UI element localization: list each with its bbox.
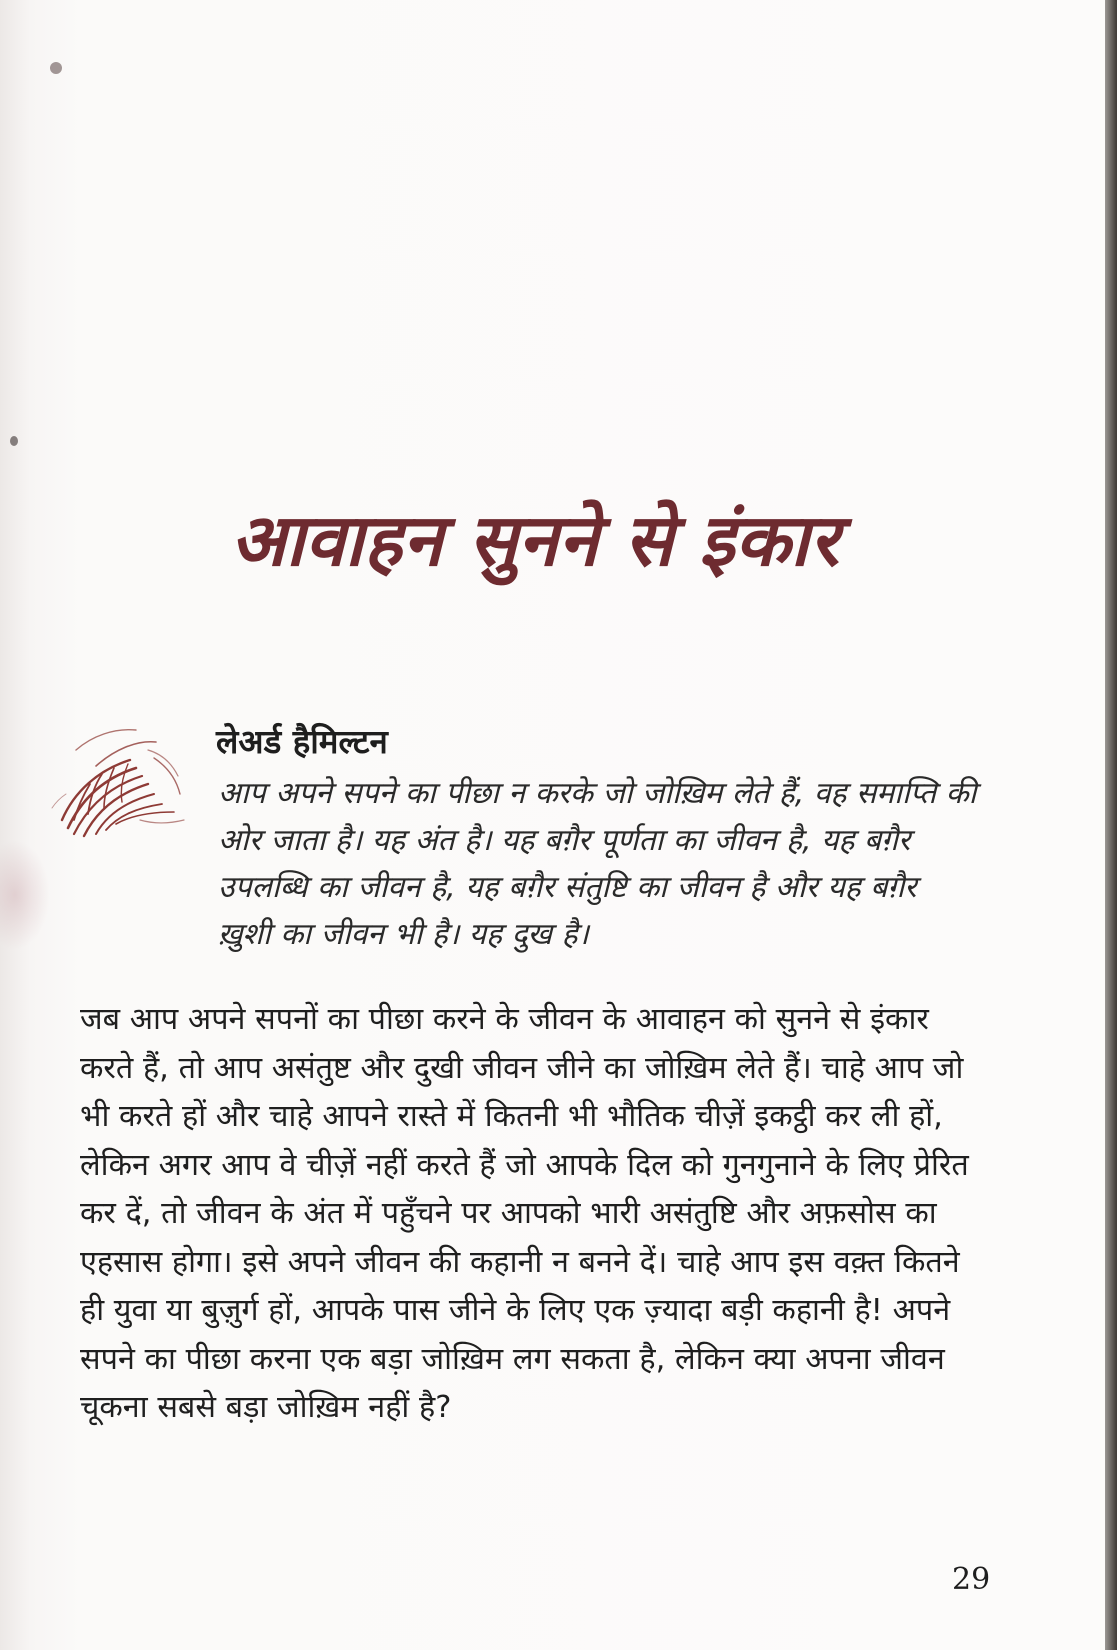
paper-stain — [0, 840, 50, 950]
page-number: 29 — [952, 1562, 991, 1597]
quote-author: लेअर्ड हैमिल्टन — [216, 722, 388, 761]
paper-stain — [50, 62, 62, 74]
paper-stain — [10, 436, 18, 446]
chapter-title: आवाहन सुनने से इंकार — [230, 498, 840, 582]
book-binding-edge — [1105, 0, 1117, 1650]
author-portrait-sketch — [44, 724, 194, 846]
body-paragraph: जब आप अपने सपनों का पीछा करने के जीवन के आवाहन को सुनने से इंकार करते हैं, तो आप असंतुष्ट और दुखी जीवन जीने का जोख़िम लेते हैं। चाहे आप जो भी करते हों और चाहे आपने रास्ते में कितनी भी भौतिक चीज़ें इकट्ठी कर ली हों, लेकिन अगर आप वे चीज़ें नहीं करते हैं जो आपके दिल को गुनगुनाने के लिए प्रेरित कर दें, तो जीवन के अंत में पहुँचने पर आपको भारी असंतुष्टि और अफ़सोस का एहसास होगा। इसे अपने जीवन की कहानी न बनने दें। चाहे आप इस वक़्त कितने ही युवा या बुज़ुर्ग हों, आपके पास जीने के लिए एक ज़्यादा बड़ी कहानी है! अपने सपने का पीछा करना एक बड़ा जोख़िम लग सकता है, लेकिन क्या अपना जीवन चूकना सबसे बड़ा जोख़िम नहीं है? — [80, 1002, 969, 1425]
quote-text: आप अपने सपने का पीछा न करके जो जोख़िम लेते हैं, वह समाप्ति की ओर जाता है। यह अंत है। यह बग़ैर पूर्णता का जीवन है, यह बग़ैर उपलब्धि का जीवन है, यह बग़ैर संतुष्टि का जीवन है और यह बग़ैर ख़ुशी का जीवन भी है। यह दुख है। — [218, 776, 977, 952]
